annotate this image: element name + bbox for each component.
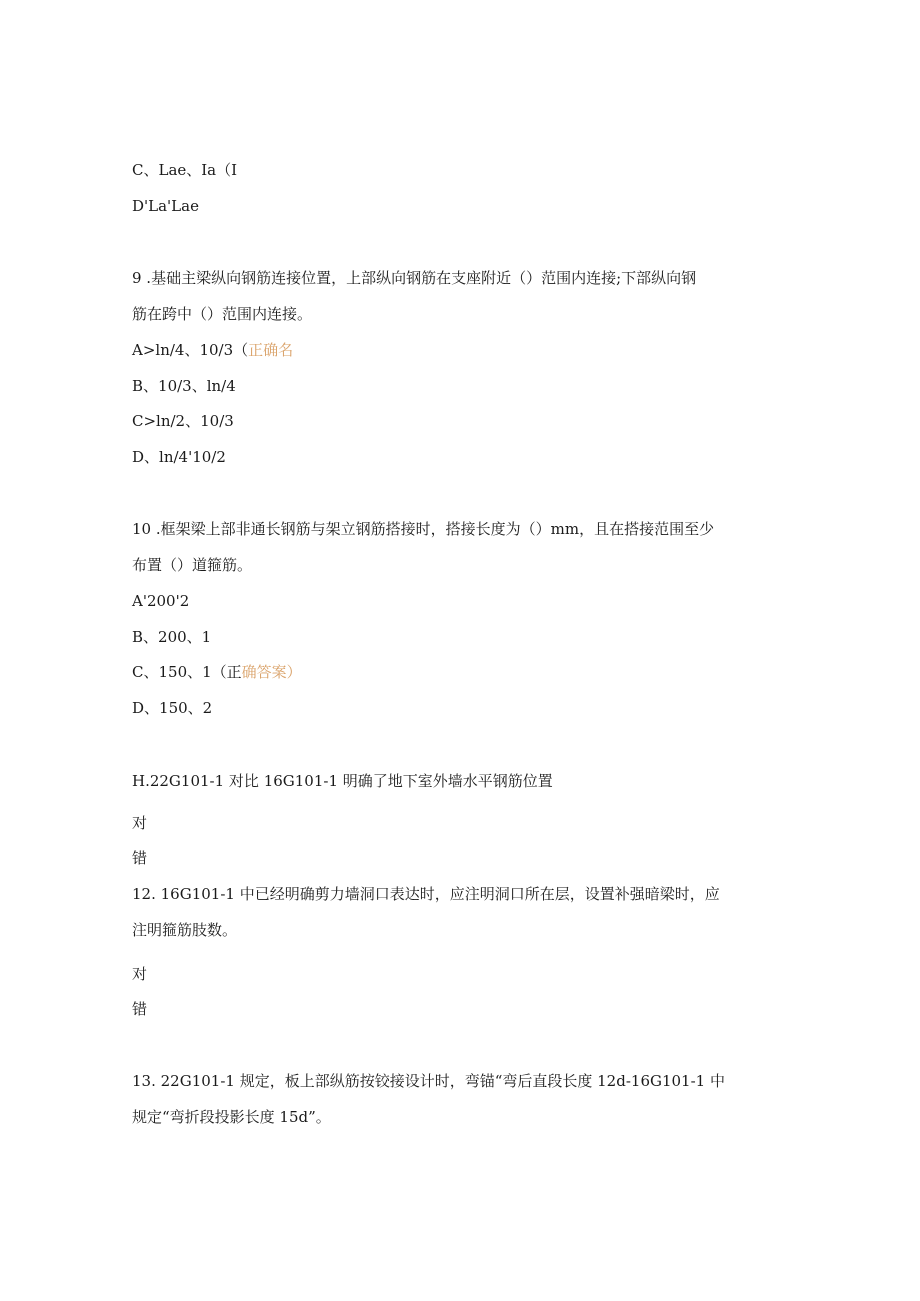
question-11: H.22G101-1 对比 16G101-1 明确了地下室外墙水平钢筋位置 [132, 772, 553, 790]
question-12-line-1: 12. 16G101-1 中已经明确剪力墙洞口表达时，应注明洞口所在层，设置补强暗梁时，应 [132, 885, 720, 903]
option-b-q10: B、200、1 [132, 628, 212, 646]
question-10-line-1: 10 .框架梁上部非通长钢筋与架立钢筋搭接时，搭接长度为（）mm，且在搭接范围至少 [132, 520, 715, 538]
question-12-line-2: 注明箍筋肢数。 [132, 921, 238, 939]
option-b-q9: B、10/3、ln/4 [132, 377, 236, 395]
question-13-line-1: 13. 22G101-1 规定，板上部纵筋按铰接设计时，弯锚“弯后直段长度 12d-16G101-1 中 [132, 1072, 725, 1090]
option-a-q9: A>ln/4、10/3（正确名 [132, 341, 294, 359]
option-false-q11: 错 [132, 849, 148, 867]
question-10-line-2: 布置（）道箍筋。 [132, 556, 253, 574]
option-c-q10: C、150、1（正确答案） [132, 663, 302, 681]
option-true-q11: 对 [132, 814, 148, 832]
question-13-line-2: 规定“弯折段投影长度 15d”。 [132, 1108, 331, 1126]
question-9-line-1: 9 .基础主梁纵向钢筋连接位置，上部纵向钢筋在支座附近（）范围内连接;下部纵向钢 [132, 269, 697, 287]
question-9-line-2: 筋在跨中（）范围内连接。 [132, 305, 313, 323]
option-c-q9: C>ln/2、10/3 [132, 412, 234, 430]
option-a-q10: A'200'2 [132, 592, 190, 610]
option-true-q12: 对 [132, 965, 148, 983]
option-d-q9: D、ln/4'10/2 [132, 448, 226, 466]
option-c-q8: C、Lae、Ia（I [132, 161, 238, 179]
option-d-q10: D、150、2 [132, 699, 213, 717]
option-d-q8: D'La'Lae [132, 197, 199, 215]
option-false-q12: 错 [132, 1000, 148, 1018]
